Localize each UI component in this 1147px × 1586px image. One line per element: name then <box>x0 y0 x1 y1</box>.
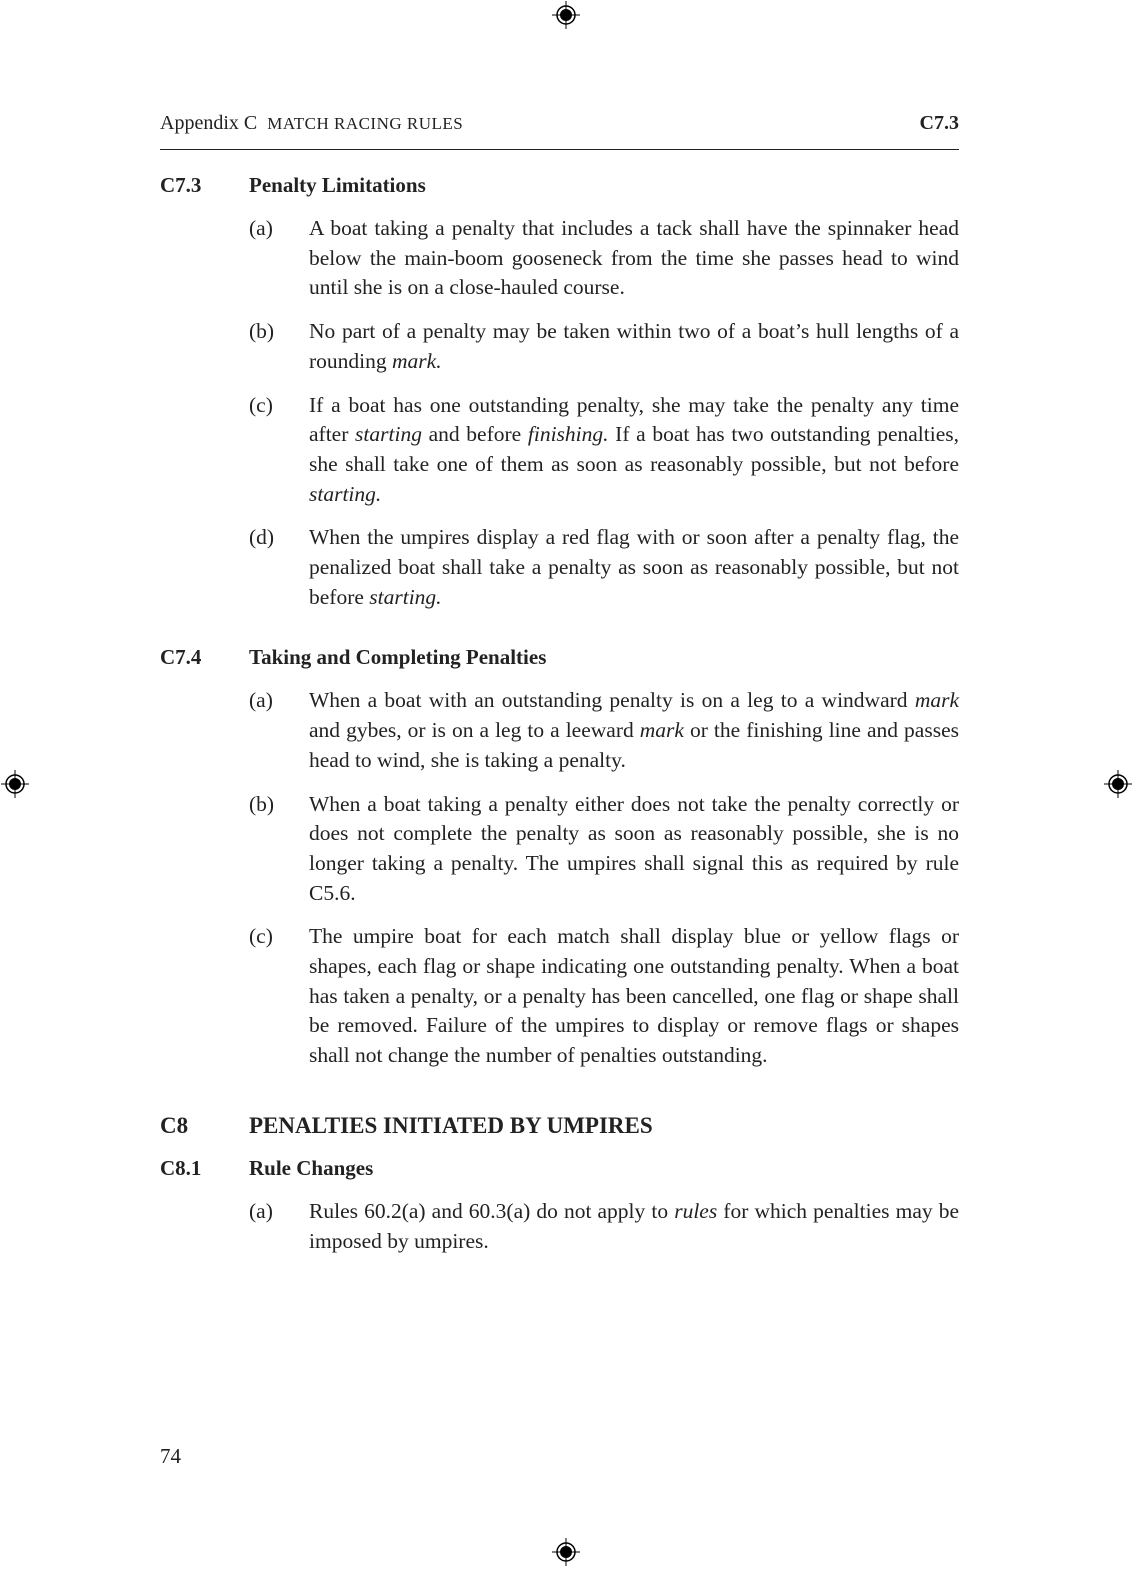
rule-item <box>160 922 959 1071</box>
text-segment: When a boat taking a penalty either does not take the penalty correctly or does not complete the penalty as soon as reasonably possible, she is no longer taking a penalty. The umpires shall signal this as required by rule C5.6. <box>309 791 959 905</box>
text-segment: If a boat has two outstanding penalties, she shall take one of them as soon as reasonably possible, but not before <box>309 422 959 476</box>
defined-term: starting. <box>369 584 442 609</box>
registration-mark-icon <box>552 1538 580 1566</box>
section-title: Penalty Limitations <box>249 173 426 197</box>
item-text <box>309 317 959 376</box>
section-title: PENALTIES INITIATED BY UMPIRES <box>249 1112 653 1138</box>
text-segment: If a boat has one outstanding penalty, she may take the penalty any time after <box>309 392 959 447</box>
header-left <box>160 112 463 135</box>
rule-item <box>160 686 959 775</box>
defined-term: rules <box>674 1198 718 1223</box>
section-number: C8 <box>160 1112 189 1138</box>
text-segment: No part of a penalty may be taken within two of a boat’s hull lengths of a rounding <box>309 319 959 373</box>
text-segment: and before <box>421 422 528 447</box>
item-label: (a) <box>249 1198 273 1223</box>
item-text <box>309 214 959 303</box>
rule-item <box>160 214 959 303</box>
defined-term: mark. <box>392 348 442 373</box>
text-segment: The umpire boat for each match shall display blue or yellow flags or shapes, each flag or shape indicating one outstanding penalty. When a boat has taken a penalty, or a penalty has been cancelled, one flag or shape shall be removed. Failure of the umpires to display or remove flags or shapes shall not change the number of penalties outstanding. <box>309 924 959 1068</box>
page-body <box>160 170 959 1256</box>
section-heading <box>160 642 959 672</box>
section-heading <box>160 1153 959 1183</box>
item-text <box>309 391 959 510</box>
item-label: (b) <box>249 791 275 816</box>
item-label: (c) <box>249 392 273 417</box>
defined-term: mark <box>639 718 684 743</box>
major-section-heading <box>160 1111 959 1141</box>
item-text <box>309 686 959 775</box>
text-segment: Rules 60.2(a) and 60.3(a) do not apply to <box>309 1198 675 1223</box>
registration-mark-icon <box>1 770 29 798</box>
rule-item <box>160 1197 959 1256</box>
defined-term: finishing. <box>527 422 609 447</box>
text-segment: or the finishing line and passes head to wind, she is taking a penalty. <box>309 718 959 772</box>
text-segment: When the umpires display a red flag with or soon after a penalty flag, the penalized boat shall take a penalty as soon as reasonably possible, but not before <box>309 525 959 609</box>
text-segment: A boat taking a penalty that includes a tack shall have the spinnaker head below the main-boom gooseneck from the time she passes head to wind until she is on a close-hauled course. <box>309 216 959 300</box>
section-number: C7.3 <box>160 173 202 197</box>
section-title: Taking and Completing Penalties <box>249 645 547 670</box>
item-label: (b) <box>249 319 275 344</box>
text-segment: for which penalties may be imposed by umpires. <box>309 1198 960 1253</box>
item-label: (d) <box>249 525 275 550</box>
registration-mark-icon <box>1104 770 1132 798</box>
item-label: (c) <box>249 924 273 949</box>
item-label: (a) <box>249 216 273 240</box>
header-appendix: Appendix C <box>160 112 258 134</box>
item-label: (a) <box>249 688 273 713</box>
item-text <box>309 790 959 909</box>
rule-item <box>160 790 959 909</box>
page-number: 74 <box>160 1444 181 1468</box>
section-number: C8.1 <box>160 1155 202 1180</box>
header-title: MATCH RACING RULES <box>267 114 464 133</box>
rule-item <box>160 317 959 376</box>
section-heading <box>160 170 959 200</box>
text-segment: and gybes, or is on a leg to a leeward <box>309 718 640 743</box>
header-divider <box>160 149 959 150</box>
item-text <box>309 523 959 612</box>
rule-item <box>160 523 959 612</box>
defined-term: mark <box>914 688 959 713</box>
item-text <box>309 922 959 1071</box>
item-text <box>309 1197 959 1256</box>
rule-item <box>160 391 959 510</box>
text-segment: When a boat with an outstanding penalty is on a leg to a windward <box>309 688 915 713</box>
running-header <box>160 112 959 135</box>
section-title: Rule Changes <box>249 1155 374 1180</box>
registration-mark-icon <box>552 1 580 29</box>
defined-term: starting. <box>309 481 382 506</box>
section-number: C7.4 <box>160 645 202 670</box>
defined-term: starting <box>355 422 422 447</box>
header-rule-ref: C7.3 <box>919 112 959 134</box>
